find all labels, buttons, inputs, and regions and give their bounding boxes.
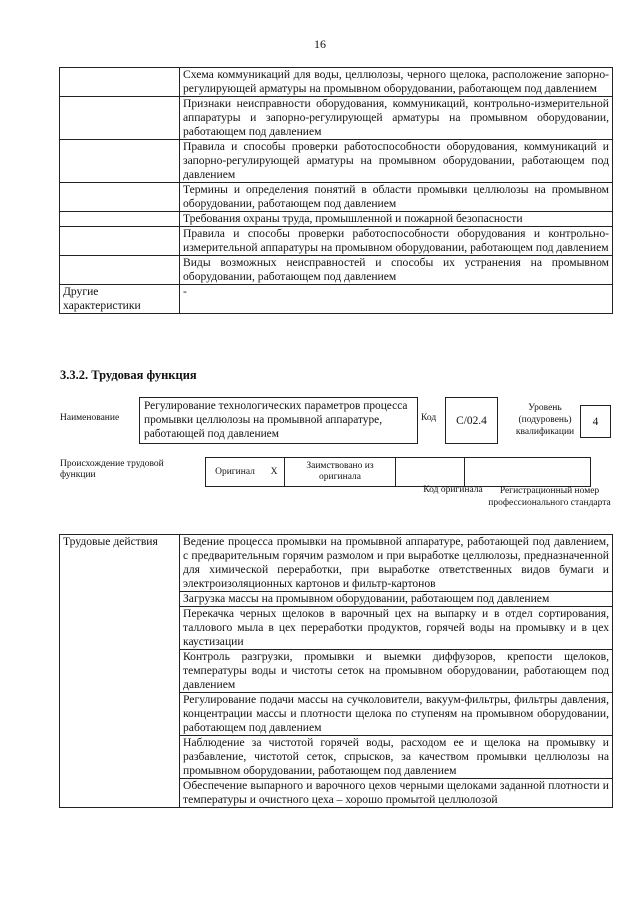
knowledge-label-cell — [60, 183, 180, 212]
page-number: 16 — [314, 37, 326, 51]
origin-table — [205, 457, 591, 487]
origin-label: Происхождение трудовой функции — [60, 459, 164, 480]
labor-action-item: Загрузка массы на промывном оборудовании, работающем под давлением — [180, 592, 613, 607]
knowledge-label-cell — [60, 140, 180, 183]
reg-number-cell — [465, 458, 591, 487]
knowledge-label-cell — [60, 68, 180, 97]
original-label: Оригинал — [206, 458, 265, 487]
knowledge-label-cell — [60, 227, 180, 256]
knowledge-item: Термины и определения понятий в области промывки целлюлозы на промывном оборудовании, работающем под давлением — [180, 183, 613, 212]
reg-number-label: Регистрационный номер профессионального стандарта — [488, 486, 611, 508]
labor-actions-table — [59, 534, 613, 808]
qualification-level-box: 4 — [580, 405, 611, 438]
labor-action-item: Регулирование подачи массы на сучколовители, вакуум-фильтры, фильтры давления, концентрации массы и плотности щелока по ступеням на промывном оборудовании, работающем под давлением — [180, 693, 613, 736]
knowledge-item: Виды возможных неисправностей и способы их устранения на промывном оборудовании, работающем под давлением — [180, 256, 613, 285]
code-original-label: Код оригинала — [423, 485, 483, 495]
name-label: Наименование — [60, 413, 120, 423]
knowledge-item: Правила и способы проверки работоспособности оборудования и контрольно-измерительной аппаратуры на промывном оборудовании, работающем под давлением — [180, 227, 613, 256]
labor-action-item: Контроль разгрузки, промывки и выемки диффузоров, крепости щелоков, температуры воды и чистоты сеток на промывном оборудовании, работающем под давлением — [180, 650, 613, 693]
labor-action-item: Наблюдение за чистотой горячей воды, расходом ее и щелока на промывку и разбавление, чистотой сеток, спрысков, за качеством промывки целлюлозы на промывном оборудовании, работающем под давлением — [180, 736, 613, 779]
function-name-box: Регулирование технологических параметров процесса промывки целлюлозы на промывной аппаратуре, работающей под давлением — [139, 397, 418, 444]
borrowed-label: Заимствовано из оригинала — [285, 458, 396, 487]
labor-action-item: Обеспечение выпарного и варочного цехов черными щелоками заданной плотности и температуры и очистного цеха – хорошо промытой целлюлозой — [180, 779, 613, 808]
knowledge-item: Схема коммуникаций для воды, целлюлозы, черного щелока, расположение запорно-регулирующей арматуры на промывном оборудовании, работающем под давлением — [180, 68, 613, 97]
knowledge-item: Признаки неисправности оборудования, коммуникаций, контрольно-измерительной аппаратуры и запорно-регулирующей арматуры на промывном оборудовании, работающем под давлением — [180, 97, 613, 140]
labor-action-item: Ведение процесса промывки на промывной аппаратуре, работающей под давлением, с предварительным горячим размолом и при выработке целлюлозы, предназначенной для химической переработки, при выработке ответственных видов бумаги и электроизоляционных картонов и фильтр-картонов — [180, 535, 613, 592]
section-heading: 3.3.2. Трудовая функция — [60, 368, 197, 382]
qualification-level-label: Уровень (подуровень) квалификации — [515, 403, 575, 437]
knowledge-item: Правила и способы проверки работоспособности оборудования, коммуникаций и запорно-регулирующей арматуры на промывном оборудовании, работающем под давлением — [180, 140, 613, 183]
function-code-box: С/02.4 — [445, 397, 498, 444]
knowledge-item: Требования охраны труда, промышленной и пожарной безопасности — [180, 212, 613, 227]
original-mark: Х — [264, 458, 285, 487]
other-characteristics-value: - — [180, 285, 613, 314]
code-label: Код — [421, 413, 437, 423]
knowledge-label-cell — [60, 212, 180, 227]
labor-action-item: Перекачка черных щелоков в варочный цех на выпарку и в отдел сортирования, таллового мыла в цех переработки продуктов, горячей воды на промывку и в цех каустизации — [180, 607, 613, 650]
original-code-cell — [396, 458, 465, 487]
labor-actions-label: Трудовые действия — [60, 535, 180, 808]
other-characteristics-label: Другие характеристики — [60, 285, 180, 314]
knowledge-label-cell — [60, 97, 180, 140]
knowledge-label-cell — [60, 256, 180, 285]
knowledge-table — [59, 67, 613, 314]
